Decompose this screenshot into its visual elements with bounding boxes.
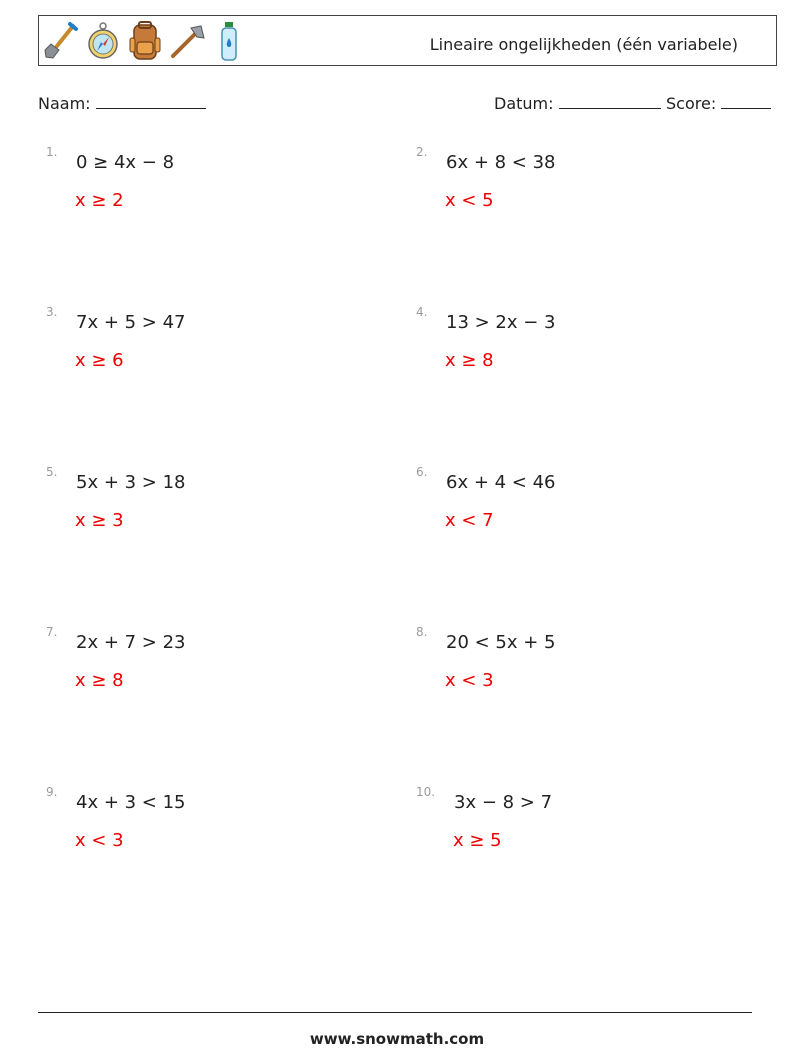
score-field <box>666 94 771 113</box>
problem-number: 4. <box>416 305 428 319</box>
backpack-icon <box>127 20 163 62</box>
problem-question: 13 > 2x − 3 <box>446 312 556 333</box>
problem-number: 7. <box>46 625 58 639</box>
problem-answer: x ≥ 8 <box>445 350 494 371</box>
problem-answer: x ≥ 3 <box>75 510 124 531</box>
water-bottle-icon <box>211 20 247 62</box>
problem-question: 7x + 5 > 47 <box>76 312 186 333</box>
date-label: Datum: <box>494 94 554 113</box>
problem-question: 4x + 3 < 15 <box>76 792 186 813</box>
axe-icon <box>169 20 205 62</box>
problem-9 <box>46 785 346 895</box>
problem-answer: x < 5 <box>445 190 494 211</box>
problem-answer: x ≥ 8 <box>75 670 124 691</box>
problem-number: 1. <box>46 145 58 159</box>
date-line <box>559 94 661 109</box>
problem-10 <box>416 785 716 895</box>
problem-8 <box>416 625 716 735</box>
worksheet-title: Lineaire ongelijkheden (één variabele) <box>429 35 738 54</box>
problem-number: 3. <box>46 305 58 319</box>
problem-number: 9. <box>46 785 58 799</box>
name-line <box>96 94 206 109</box>
problem-answer: x < 3 <box>75 830 124 851</box>
problem-question: 0 ≥ 4x − 8 <box>76 152 175 173</box>
problem-question: 5x + 3 > 18 <box>76 472 186 493</box>
problem-number: 6. <box>416 465 428 479</box>
problem-question: 6x + 8 < 38 <box>446 152 556 173</box>
problem-1 <box>46 145 346 255</box>
shovel-icon <box>43 20 79 62</box>
problem-question: 20 < 5x + 5 <box>446 632 556 653</box>
problem-answer: x ≥ 5 <box>453 830 502 851</box>
footer-divider <box>38 1012 752 1013</box>
header-icons <box>43 20 247 62</box>
problem-answer: x ≥ 2 <box>75 190 124 211</box>
problem-number: 2. <box>416 145 428 159</box>
name-field <box>38 94 206 113</box>
problem-answer: x < 3 <box>445 670 494 691</box>
problem-question: 2x + 7 > 23 <box>76 632 186 653</box>
problem-answer: x < 7 <box>445 510 494 531</box>
compass-icon <box>85 20 121 62</box>
name-label: Naam: <box>38 94 91 113</box>
problem-7 <box>46 625 346 735</box>
score-line <box>721 94 771 109</box>
problem-2 <box>416 145 716 255</box>
worksheet-header <box>38 15 777 66</box>
problem-5 <box>46 465 346 575</box>
problem-question: 6x + 4 < 46 <box>446 472 556 493</box>
problem-number: 8. <box>416 625 428 639</box>
score-label: Score: <box>666 94 717 113</box>
footer-url[interactable]: www.snowmath.com <box>309 1030 485 1048</box>
problem-question: 3x − 8 > 7 <box>454 792 553 813</box>
problem-number: 10. <box>416 785 436 799</box>
problem-4 <box>416 305 716 415</box>
problem-3 <box>46 305 346 415</box>
problem-answer: x ≥ 6 <box>75 350 124 371</box>
problem-6 <box>416 465 716 575</box>
date-field <box>494 94 661 113</box>
problem-number: 5. <box>46 465 58 479</box>
